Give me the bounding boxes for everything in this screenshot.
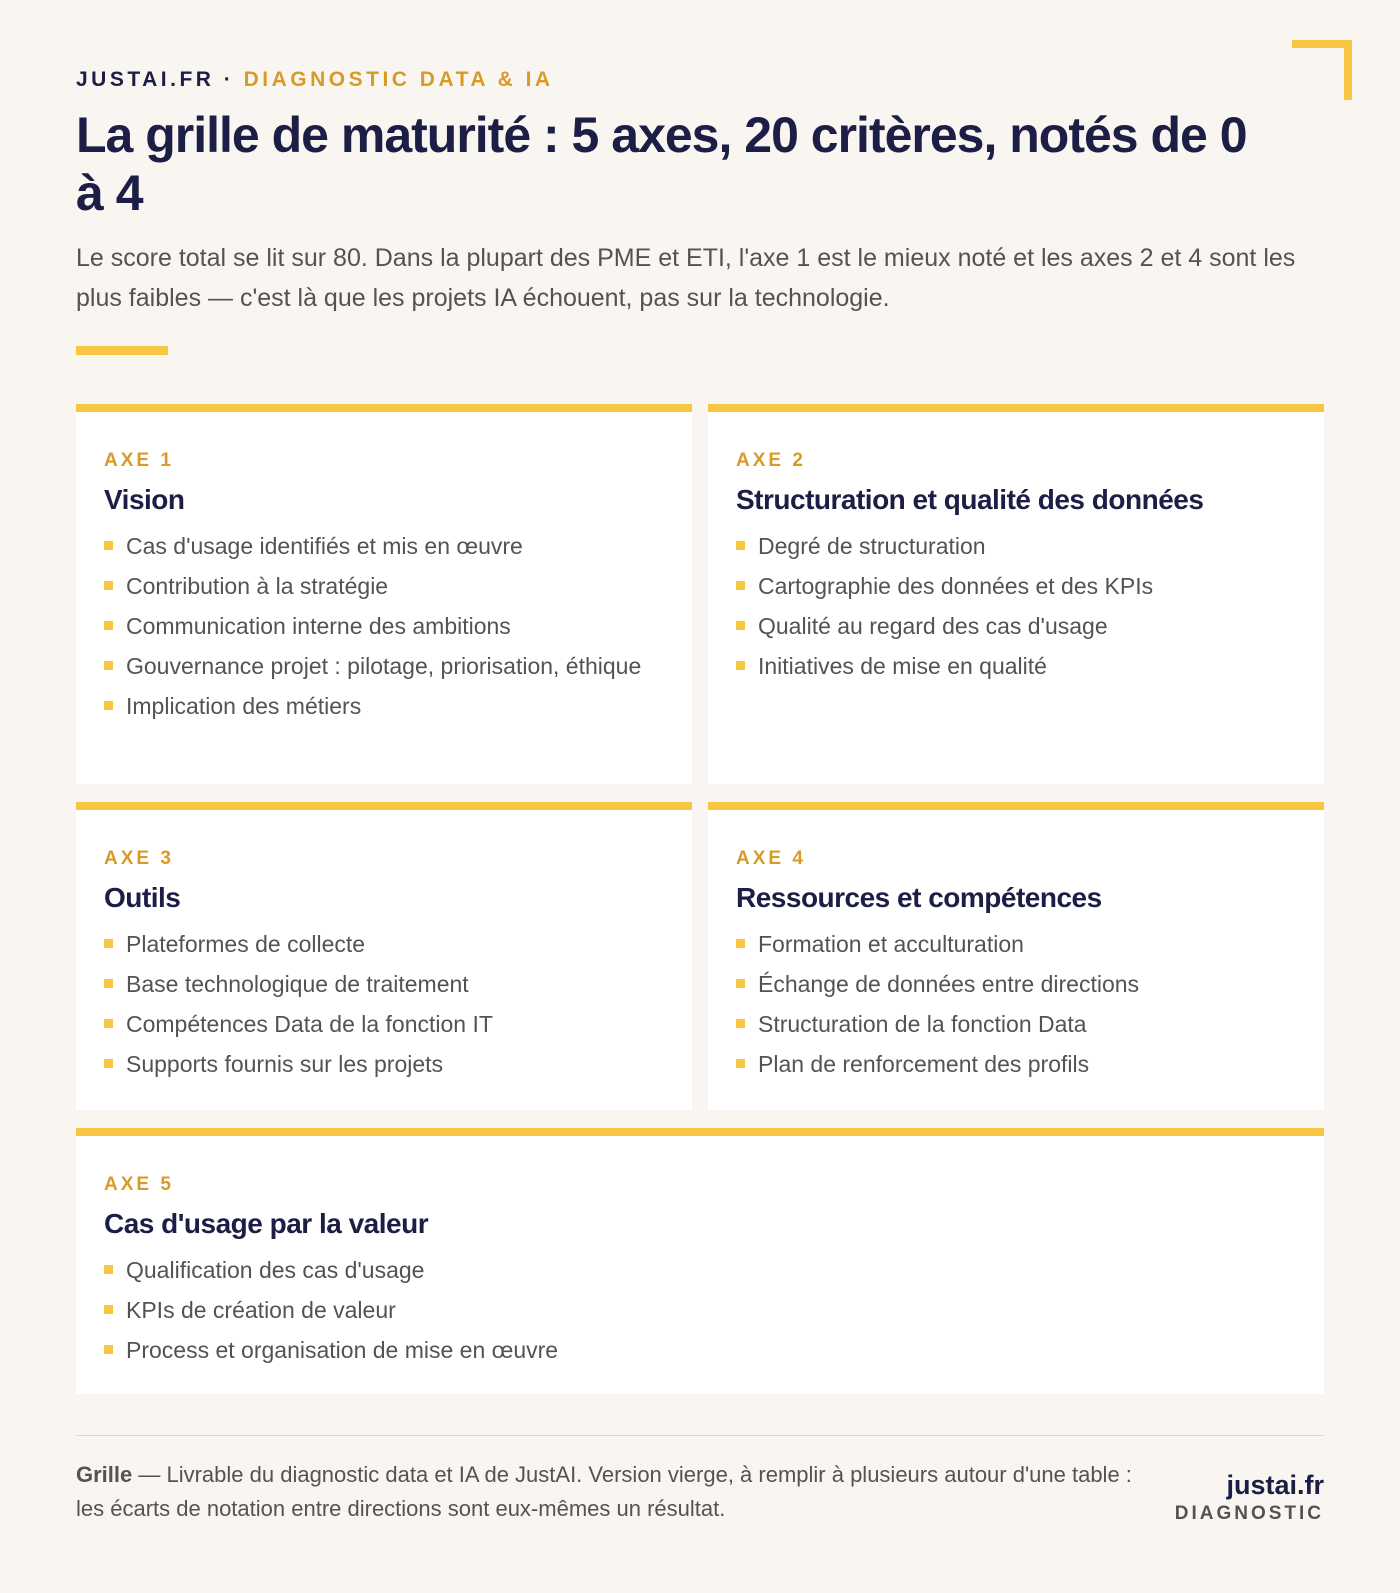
footer-note <box>76 1458 1146 1526</box>
axis-title: Structuration et qualité des données <box>736 484 1204 515</box>
criterion-item <box>104 968 664 1000</box>
criterion-item <box>104 570 664 602</box>
footer-note-label: Grille <box>76 1462 133 1487</box>
header <box>76 68 1324 355</box>
square-bullet-icon <box>736 979 745 988</box>
square-bullet-icon <box>736 1019 745 1028</box>
square-bullet-icon <box>736 939 745 948</box>
criteria-list <box>104 928 664 1080</box>
square-bullet-icon <box>104 1019 113 1028</box>
kicker-separator: · <box>223 68 235 91</box>
criterion-item <box>104 690 664 722</box>
square-bullet-icon <box>104 661 113 670</box>
criterion-text: Base technologique de traitement <box>126 971 469 997</box>
axis-label: AXE 1 <box>104 450 174 471</box>
criterion-item <box>104 1254 1296 1286</box>
criterion-item <box>736 610 1296 642</box>
criterion-item <box>736 1008 1296 1040</box>
footer-note-text: — Livrable du diagnostic data et IA de JustAI. Version vierge, à remplir à plusieurs autour d'une table : les écarts de notation entre directions sont eux-mêmes un résultat. <box>76 1462 1132 1521</box>
criterion-item <box>104 1008 664 1040</box>
criterion-item <box>104 530 664 562</box>
criterion-text: Supports fournis sur les projets <box>126 1051 444 1077</box>
criterion-text: Qualité au regard des cas d'usage <box>758 613 1108 639</box>
criterion-text: Formation et acculturation <box>758 931 1024 957</box>
accent-rule <box>76 346 168 355</box>
criterion-item <box>104 1048 664 1080</box>
criterion-text: Cas d'usage identifiés et mis en œuvre <box>126 533 523 559</box>
axis-card-4 <box>708 802 1324 1110</box>
criterion-text: Initiatives de mise en qualité <box>758 653 1047 679</box>
axis-card-1 <box>76 404 692 784</box>
square-bullet-icon <box>736 581 745 590</box>
criterion-text: Process et organisation de mise en œuvre <box>126 1337 559 1363</box>
criterion-text: Compétences Data de la fonction IT <box>126 1011 493 1037</box>
criterion-text: Degré de structuration <box>758 533 986 559</box>
square-bullet-icon <box>104 581 113 590</box>
criterion-item <box>104 1294 1296 1326</box>
criterion-text: Implication des métiers <box>126 693 362 719</box>
criteria-list <box>736 530 1296 682</box>
axis-card-2 <box>708 404 1324 784</box>
square-bullet-icon <box>104 1059 113 1068</box>
criterion-item <box>104 610 664 642</box>
square-bullet-icon <box>104 701 113 710</box>
axis-label: AXE 5 <box>104 1174 174 1195</box>
square-bullet-icon <box>736 1059 745 1068</box>
criteria-list <box>736 928 1296 1080</box>
criterion-text: Structuration de la fonction Data <box>758 1011 1087 1037</box>
criterion-text: Cartographie des données et des KPIs <box>758 573 1154 599</box>
site-name: justai.fr <box>1226 1470 1324 1500</box>
criterion-item <box>104 1334 1296 1366</box>
criterion-text: Gouvernance projet : pilotage, priorisation, éthique <box>126 653 642 679</box>
site-tag: DIAGNOSTIC <box>1174 1503 1324 1524</box>
square-bullet-icon <box>104 621 113 630</box>
square-bullet-icon <box>104 1265 113 1274</box>
criterion-text: KPIs de création de valeur <box>126 1297 396 1323</box>
criterion-text: Plateformes de collecte <box>126 931 366 957</box>
criterion-item <box>736 570 1296 602</box>
criterion-text: Contribution à la stratégie <box>126 573 389 599</box>
criterion-item <box>736 928 1296 960</box>
axis-card-3 <box>76 802 692 1110</box>
criterion-text: Qualification des cas d'usage <box>126 1257 425 1283</box>
axis-label: AXE 4 <box>736 848 806 869</box>
criterion-item <box>736 1048 1296 1080</box>
square-bullet-icon <box>736 621 745 630</box>
lead-paragraph: Le score total se lit sur 80. Dans la plupart des PME et ETI, l'axe 1 est le mieux noté et les axes 2 et 4 sont les plus faibles — c'est là que les projets IA échouent, pas sur la technologie. <box>76 244 1296 312</box>
criterion-text: Communication interne des ambitions <box>126 613 511 639</box>
criterion-text: Plan de renforcement des profils <box>758 1051 1090 1077</box>
axis-label: AXE 3 <box>104 848 174 869</box>
footer-divider <box>76 1435 1324 1436</box>
square-bullet-icon <box>104 1305 113 1314</box>
square-bullet-icon <box>104 1345 113 1354</box>
square-bullet-icon <box>104 541 113 550</box>
criterion-text: Échange de données entre directions <box>758 971 1140 997</box>
criteria-list <box>104 530 664 722</box>
axis-title: Cas d'usage par la valeur <box>104 1208 429 1239</box>
criterion-item <box>104 650 664 682</box>
criterion-item <box>736 650 1296 682</box>
axis-label: AXE 2 <box>736 450 806 471</box>
square-bullet-icon <box>736 541 745 550</box>
topic-label: DIAGNOSTIC DATA & IA <box>243 68 554 91</box>
square-bullet-icon <box>104 939 113 948</box>
signature <box>1175 1470 1324 1525</box>
criterion-item <box>104 928 664 960</box>
criterion-item <box>736 530 1296 562</box>
brand-label: JUSTAI.FR <box>76 68 215 91</box>
criterion-item <box>736 968 1296 1000</box>
axis-title: Ressources et compétences <box>736 882 1102 913</box>
axis-title: Outils <box>104 882 181 913</box>
axis-card-5 <box>76 1128 1324 1394</box>
square-bullet-icon <box>104 979 113 988</box>
criteria-list <box>104 1254 1296 1366</box>
square-bullet-icon <box>736 661 745 670</box>
page-title: La grille de maturité : 5 axes, 20 critères, notés de 0 à 4 <box>76 107 1247 221</box>
kicker <box>76 68 1324 92</box>
axis-title: Vision <box>104 484 185 515</box>
